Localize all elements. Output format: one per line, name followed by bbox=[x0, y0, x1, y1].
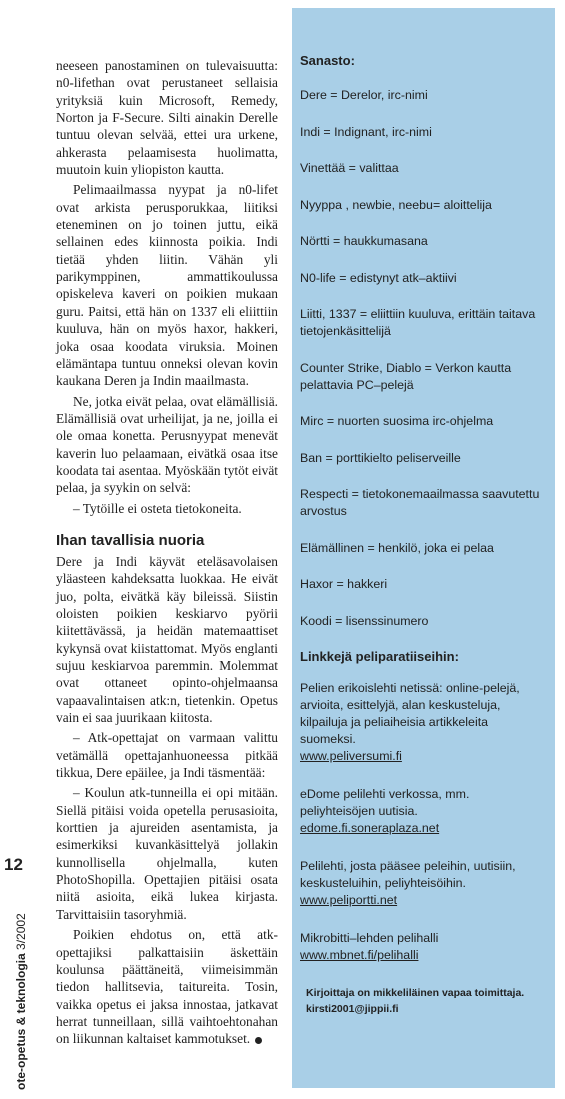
article-paragraph: Ne, jotka eivät pelaa, ovat elämällisiä. Elämällisiä ovat urheilijat, ja ne, joilla ei ole omaa konetta. Perusnyypat menevät kaverin luo pelaamaan, eivätkä osaa itse koodata tai asentaa. Myöskään tytöt eivät pelaa, ja syykin on selvä: bbox=[56, 393, 278, 496]
link-url[interactable]: edome.fi.soneraplaza.net bbox=[300, 821, 440, 835]
glossary-item: Nörtti = haukkumasana bbox=[300, 234, 428, 248]
link-url[interactable]: www.mbnet.fi/pelihalli bbox=[300, 948, 419, 962]
glossary-item: Nyyppa , newbie, neebu= aloittelija bbox=[300, 197, 492, 212]
publication-footer bbox=[14, 913, 28, 1090]
page-number: 12 bbox=[4, 855, 23, 874]
author-box bbox=[300, 985, 545, 1017]
article-paragraph: – Atk-opettajat on varmaan valittu vetämällä opettajanhuoneessa pitkää tikkua, Dere epäilee, ja Indi täsmentää: bbox=[56, 730, 278, 781]
article-paragraph: Dere ja Indi käyvät eteläsavolaisen yläasteen kahdeksatta luokkaa. He eivät juo, polta, eivätkä käy bileissä. Siistin oloisten poikien keskiarvo pyörii kiitettävässä, ja heidän matemaattiset kykynsä ovat kiistattomat. Myös englanti sujuu keskiarvoa paremmin. Molemmat ovat ottaneet opinto-ohjelmaansa vapaavalintaisen atk:n, tietenkin. Opetus vain ei saa juurikaan kiitosta. bbox=[56, 553, 278, 726]
glossary-item: Mirc = nuorten suosima irc-ohjelma bbox=[300, 414, 494, 428]
link-description: Mikrobitti–lehden pelihalli bbox=[300, 931, 439, 945]
article-paragraph: Poikien ehdotus on, että atk-opettajiksi palkattaisiin äskettäin koulunsa päättäneitä, viimeisimmän tiedon hallitsevia, taitureita. Tosin, vaikka opetus ei jaksa innostaa, jatkavat herrat tunneillaan, sillä vaihtoehtonahan on liikunnan kaltaiset kammotukset. bbox=[56, 927, 278, 1047]
issue-number: 3/2002 bbox=[14, 913, 28, 950]
article-body bbox=[56, 57, 278, 1048]
article-paragraphs-top bbox=[56, 57, 278, 517]
link-entry bbox=[300, 680, 545, 765]
section-heading: Ihan tavallisia nuoria bbox=[56, 531, 205, 549]
link-entry bbox=[300, 930, 545, 964]
article-paragraphs-bottom bbox=[56, 553, 278, 1048]
link-url[interactable]: www.peliportti.net bbox=[300, 893, 398, 907]
article-paragraph: – Tytöille ei osteta tietokoneita. bbox=[73, 500, 242, 516]
link-description: eDome pelilehti verkossa, mm. peliyhteisöjen uutisia. bbox=[300, 787, 470, 818]
article-paragraph: neeseen panostaminen on tulevaisuutta: n0-lifethan ovat perustaneet sellaisia yrityksiä kuin Microsoft, Remedy, Norton ja F-Secure. Silti ainakin Derelle tuntuu olevan selvää, ettei ura urkene, ahkerasta pelaamisesta huolimatta, muutoin kuin yliopiston kautta. bbox=[56, 58, 278, 178]
glossary-item: Indi = Indignant, irc-nimi bbox=[300, 124, 432, 139]
link-entry bbox=[300, 858, 545, 909]
glossary-item: Respecti = tietokonemaailmassa saavutettu arvostus bbox=[300, 487, 540, 518]
glossary-sidebar bbox=[292, 8, 555, 1088]
link-url[interactable]: www.peliversumi.fi bbox=[300, 749, 402, 763]
glossary-title: Sanasto: bbox=[300, 53, 355, 68]
glossary-item: Ban = porttikielto peliserveille bbox=[300, 450, 461, 465]
author-email: kirsti2001@jippii.fi bbox=[306, 1003, 399, 1015]
publication-name: ote-opetus & teknologia bbox=[14, 953, 28, 1090]
end-mark-icon bbox=[255, 1037, 262, 1044]
glossary-item: Elämällinen = henkilö, joka ei pelaa bbox=[300, 540, 494, 555]
links-list bbox=[300, 680, 545, 964]
glossary-item: Koodi = lisenssinumero bbox=[300, 613, 429, 628]
glossary-list bbox=[300, 87, 545, 630]
glossary-item: N0-life = edistynyt atk–aktiivi bbox=[300, 270, 457, 285]
glossary-item: Liitti, 1337 = eliittiin kuuluva, erittäin taitava tietojenkäsittelijä bbox=[300, 307, 536, 338]
glossary-item: Dere = Derelor, irc-nimi bbox=[300, 88, 428, 102]
article-paragraph: Pelimaailmassa nyypat ja n0-lifet ovat arkista perusporukkaa, liitiksi eteneminen on jo toinen juttu, eikä sellainen edes kiinnosta poikia. Indi tietää yhden liitin. Vähän yli parikymppinen, ammattikoulussa opiskeleva kaveri on poikien mukaan guru. Paitsi, että hän on 1337 eli eliittiin kuuluva, hän on myös haxor, hakkeri, joka osaa koodata viruksia. Moinen elämäntapa tuntuu onneksi olevan kovin kaukana Deren ja Indin maailmasta. bbox=[56, 182, 278, 389]
link-description: Pelilehti, josta pääsee peleihin, uutisiin, keskusteluihin, peliyhteisöihin. bbox=[300, 859, 516, 890]
glossary-item: Vinettää = valittaa bbox=[300, 161, 399, 175]
link-entry bbox=[300, 786, 545, 837]
author-note: Kirjoittaja on mikkeliläinen vapaa toimittaja. bbox=[306, 987, 525, 999]
glossary-item: Counter Strike, Diablo = Verkon kautta pelattavia PC–pelejä bbox=[300, 360, 512, 392]
link-description: Pelien erikoislehti netissä: online-pelejä, arvioita, esittelyjä, alan keskusteluja, kilpailuja ja peliaiheisia artikkeleita suomeksi. bbox=[300, 681, 520, 746]
glossary-item: Haxor = hakkeri bbox=[300, 577, 388, 591]
links-title: Linkkejä peliparatiiseihin: bbox=[300, 649, 459, 664]
article-paragraph: – Koulun atk-tunneilla ei opi mitään. Siellä pitäisi voida opetella perusasioita, korttien ja ajureiden asentamista, ja esimerkiksi kuvankäsittelyä jollakin kunnollisella ohjelmalla, kuten PhotoShopilla. Opettajien pitäisi osata niitä asioita, eikä lukea kirjasta. Tarvittaisiin tasoryhmiä. bbox=[56, 785, 278, 922]
